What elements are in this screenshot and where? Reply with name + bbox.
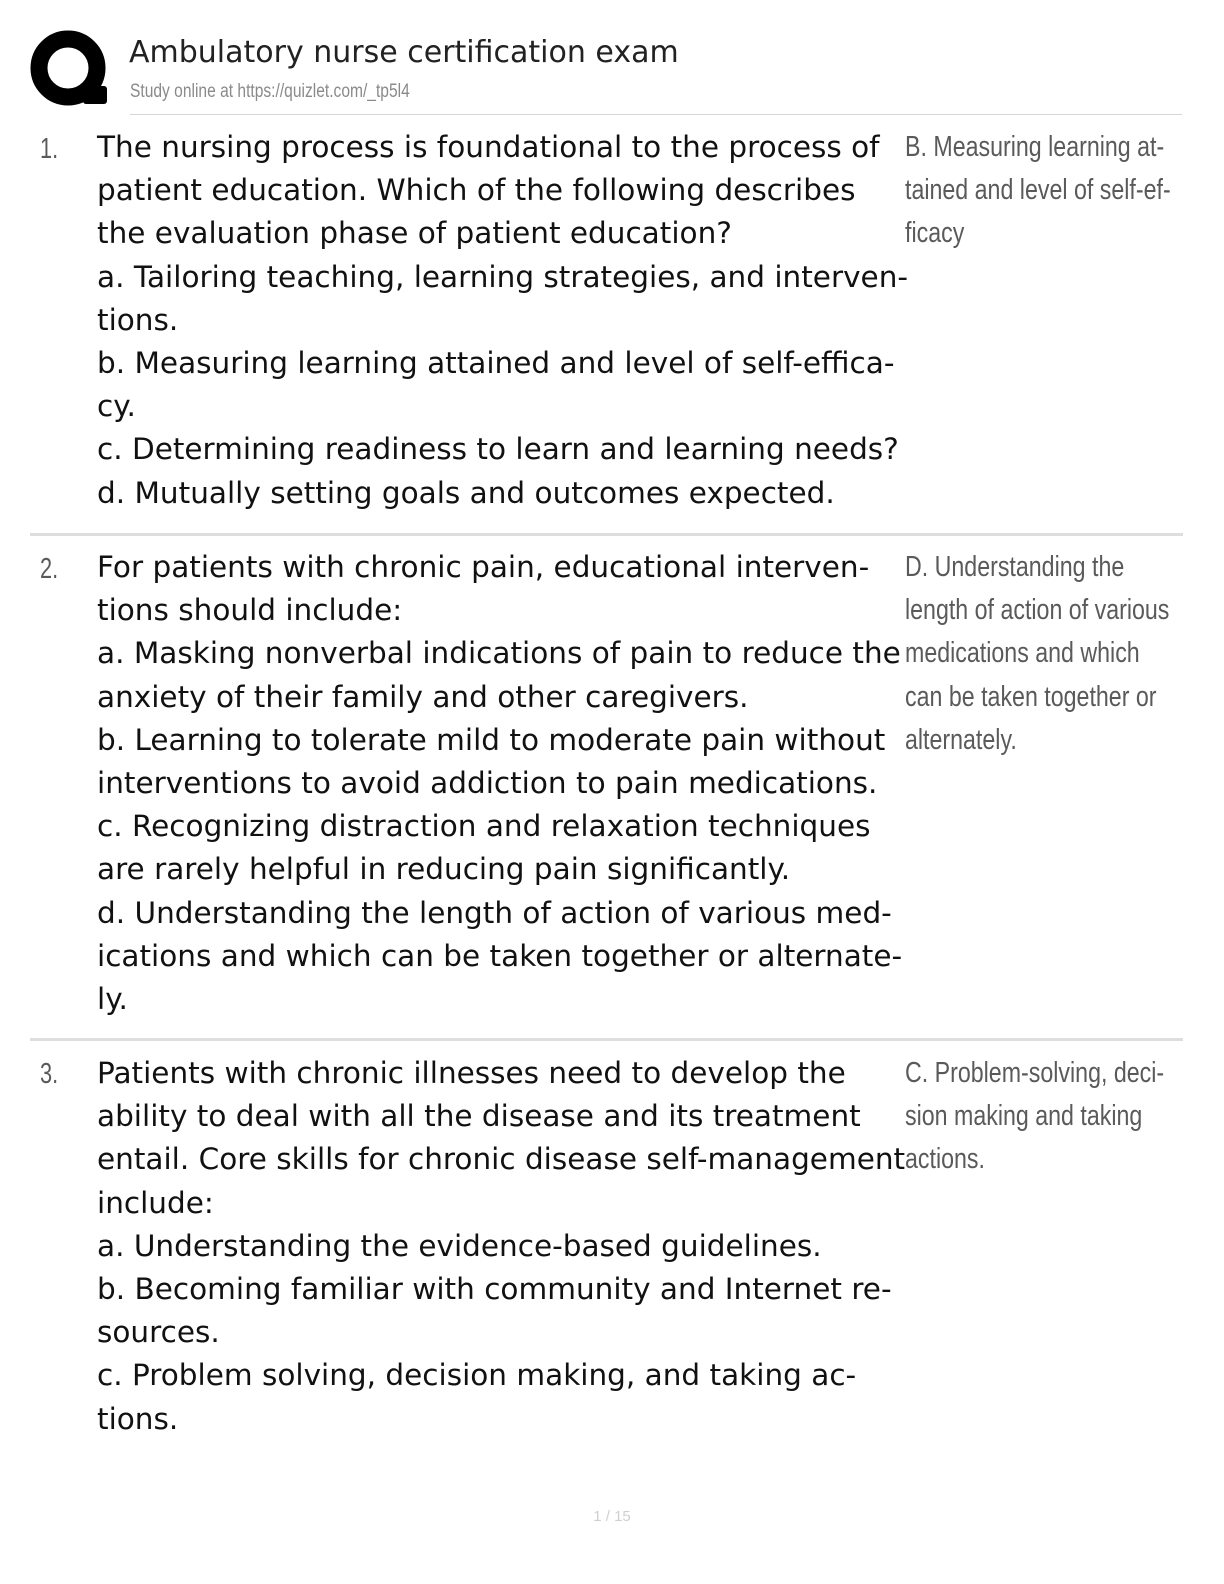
term-line: The nursing process is foundational to the process of <box>97 130 880 164</box>
page-indicator: 1 / 15 <box>593 1508 631 1525</box>
term-line: interventions to avoid addiction to pain medications. <box>97 766 878 801</box>
term-line: are rarely helpful in reducing pain significantly. <box>97 852 791 887</box>
term-line: sources. <box>97 1315 220 1350</box>
term-line: cy. <box>97 389 136 424</box>
card-term <box>97 546 903 1021</box>
definition-line: D. Understanding the <box>905 551 1125 583</box>
card-definition <box>905 126 1171 256</box>
term-line: c. Problem solving, decision making, and taking ac- <box>97 1358 857 1393</box>
definition-line: actions. <box>905 1143 985 1176</box>
card-divider <box>30 533 1183 536</box>
definition-line: can be taken together or <box>905 680 1157 713</box>
study-online-link[interactable]: Study online at https://quizlet.com/_tp5l4 <box>130 81 410 102</box>
card-definition <box>905 546 1170 762</box>
card-number: 1. <box>40 133 59 165</box>
definition-line: B. Measuring learning at- <box>905 131 1165 163</box>
definition-line: ficacy <box>905 217 965 250</box>
card-definition <box>905 1052 1165 1182</box>
quizlet-q-logo-icon <box>30 30 110 110</box>
header-divider <box>130 114 1182 115</box>
term-line: d. Understanding the length of action of various med- <box>97 895 892 930</box>
term-line: tions should include: <box>97 593 403 628</box>
term-line: For patients with chronic pain, educational interven- <box>97 550 870 584</box>
definition-line: medications and which <box>905 637 1140 670</box>
term-line: patient education. Which of the following describes <box>97 173 856 208</box>
term-line: the evaluation phase of patient education? <box>97 216 732 251</box>
card-number: 2. <box>40 553 59 585</box>
term-line: anxiety of their family and other caregivers. <box>97 679 749 714</box>
definition-line: alternately. <box>905 723 1017 756</box>
definition-line: C. Problem-solving, deci- <box>905 1057 1165 1089</box>
term-line: d. Mutually setting goals and outcomes expected. <box>97 475 835 510</box>
term-line: entail. Core skills for chronic disease self-management <box>97 1142 906 1177</box>
card-term <box>97 1052 906 1441</box>
term-line: b. Learning to tolerate mild to moderate pain without <box>97 722 886 757</box>
document-title: Ambulatory nurse certification exam <box>129 35 679 70</box>
definition-line: sion making and taking <box>905 1100 1143 1133</box>
term-line: ly. <box>97 982 128 1017</box>
card-number: 3. <box>40 1058 59 1090</box>
definition-line: tained and level of self-ef- <box>905 174 1171 207</box>
term-line: a. Tailoring teaching, learning strategies, and interven- <box>97 259 909 294</box>
card-divider <box>30 1038 1183 1041</box>
definition-line: length of action of various <box>905 594 1170 627</box>
term-line: tions. <box>97 302 179 337</box>
term-line: b. Measuring learning attained and level of self-effica- <box>97 346 895 381</box>
term-line: Patients with chronic illnesses need to develop the <box>97 1056 846 1090</box>
term-line: tions. <box>97 1401 179 1436</box>
card-term <box>97 126 909 515</box>
term-line: ications and which can be taken together or alternate- <box>97 938 903 973</box>
term-line: a. Masking nonverbal indications of pain to reduce the <box>97 636 901 671</box>
term-line: b. Becoming familiar with community and Internet re- <box>97 1272 892 1307</box>
term-line: c. Determining readiness to learn and learning needs? <box>97 432 899 467</box>
term-line: ability to deal with all the disease and its treatment <box>97 1099 861 1134</box>
term-line: c. Recognizing distraction and relaxation techniques <box>97 809 871 844</box>
term-line: include: <box>97 1185 214 1220</box>
term-line: a. Understanding the evidence-based guidelines. <box>97 1228 822 1263</box>
